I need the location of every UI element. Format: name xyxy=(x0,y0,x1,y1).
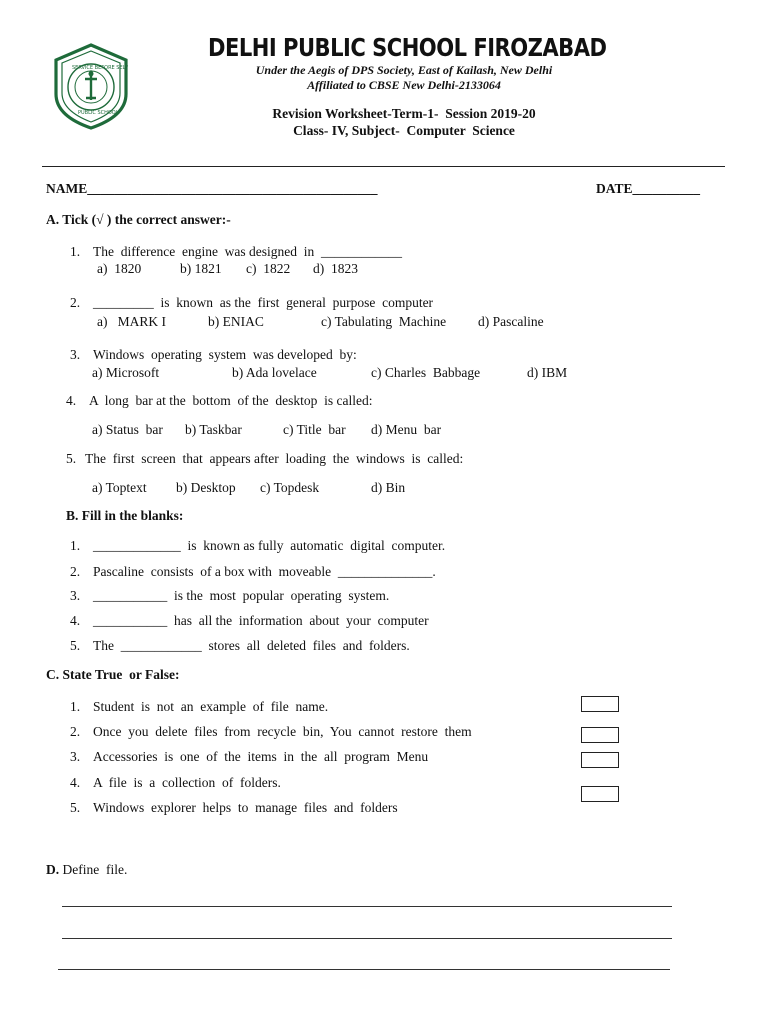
class-subject: Class- IV, Subject- Computer Science xyxy=(293,123,515,138)
fill-blank-item: _____________ is known as fully automatic digital computer. xyxy=(93,538,446,553)
question-number: 2. xyxy=(70,295,81,310)
answer-line[interactable] xyxy=(62,938,672,939)
question-text: Windows operating system was developed by: xyxy=(93,347,357,362)
header-divider xyxy=(42,166,725,167)
answer-box-1[interactable] xyxy=(581,696,619,712)
aegis-line: Under the Aegis of DPS Society, East of Kailash, New Delhi xyxy=(255,63,553,77)
list-item-number: 4. xyxy=(70,613,81,628)
true-false-statement: A file is a collection of folders. xyxy=(93,775,281,790)
option-c[interactable]: c) Tabulating Machine xyxy=(321,314,447,329)
option-b[interactable]: b) Taskbar xyxy=(185,422,242,437)
name-field[interactable]: NAME___________________________________________ xyxy=(46,181,378,196)
answer-box-2[interactable] xyxy=(581,727,619,743)
list-item-number: 1. xyxy=(70,538,81,553)
option-c[interactable]: c) Charles Babbage xyxy=(371,365,481,380)
question-text: _________ is known as the first general purpose computer xyxy=(93,295,434,310)
list-item-number: 5. xyxy=(70,638,81,653)
list-item-number: 5. xyxy=(70,800,81,815)
answer-box-4[interactable] xyxy=(581,786,619,802)
fill-blank-item: ___________ is the most popular operating system. xyxy=(93,588,390,603)
fill-blank-item: ___________ has all the information about your computer xyxy=(93,613,429,628)
true-false-statement: Windows explorer helps to manage files and folders xyxy=(93,800,398,815)
affiliation-line: Affiliated to CBSE New Delhi-2133064 xyxy=(307,78,501,92)
option-a[interactable]: a) Toptext xyxy=(92,480,147,495)
worksheet-title: Revision Worksheet-Term-1- Session 2019-20 xyxy=(272,106,536,121)
true-false-statement: Accessories is one of the items in the all program Menu xyxy=(93,749,429,764)
section-d-question: Define file. xyxy=(62,862,128,877)
logo-ring-text-top: SERVICE BEFORE SELF xyxy=(72,65,129,71)
section-d-label: D. xyxy=(46,862,60,877)
answer-line[interactable] xyxy=(62,906,672,907)
list-item-number: 2. xyxy=(70,564,81,579)
option-d[interactable]: d) Bin xyxy=(371,480,406,495)
question-number: 1. xyxy=(70,244,81,259)
list-item-number: 3. xyxy=(70,749,81,764)
option-c[interactable]: c) Topdesk xyxy=(260,480,320,495)
option-a[interactable]: a) 1820 xyxy=(97,261,142,276)
option-d[interactable]: d) Pascaline xyxy=(478,314,544,329)
option-a[interactable]: a) MARK I xyxy=(97,314,166,329)
logo-ring-text-bottom: PUBLIC SCHOOL xyxy=(78,110,119,116)
option-d[interactable]: d) Menu bar xyxy=(371,422,442,437)
option-b[interactable]: b) Desktop xyxy=(176,480,236,495)
section-b-title: B. Fill in the blanks: xyxy=(66,508,184,523)
option-b[interactable]: b) Ada lovelace xyxy=(232,365,317,380)
school-name: DELHI PUBLIC SCHOOL FIROZABAD xyxy=(208,33,607,62)
list-item-number: 3. xyxy=(70,588,81,603)
list-item-number: 2. xyxy=(70,724,81,739)
section-a-title: A. Tick (√ ) the correct answer:- xyxy=(46,212,231,227)
section-c-title: C. State True or False: xyxy=(46,667,180,682)
question-text: A long bar at the bottom of the desktop is called: xyxy=(89,393,373,408)
option-c[interactable]: c) 1822 xyxy=(246,261,291,276)
list-item-number: 1. xyxy=(70,699,81,714)
true-false-statement: Student is not an example of file name. xyxy=(93,699,329,714)
option-a[interactable]: a) Status bar xyxy=(92,422,163,437)
option-d[interactable]: d) 1823 xyxy=(313,261,358,276)
fill-blank-item: Pascaline consists of a box with moveable ______________. xyxy=(93,564,436,579)
date-field[interactable]: DATE__________ xyxy=(596,181,701,196)
question-number: 5. xyxy=(66,451,77,466)
question-number: 3. xyxy=(70,347,81,362)
option-d[interactable]: d) IBM xyxy=(527,365,568,380)
option-a[interactable]: a) Microsoft xyxy=(92,365,160,380)
question-text: The difference engine was designed in ____________ xyxy=(93,244,403,259)
option-b[interactable]: b) 1821 xyxy=(180,261,222,276)
option-b[interactable]: b) ENIAC xyxy=(208,314,264,329)
section-d-title xyxy=(46,863,127,877)
answer-line[interactable] xyxy=(58,969,670,970)
question-number: 4. xyxy=(66,393,77,408)
list-item-number: 4. xyxy=(70,775,81,790)
option-c[interactable]: c) Title bar xyxy=(283,422,346,437)
fill-blank-item: The ____________ stores all deleted files and folders. xyxy=(93,638,410,653)
true-false-statement: Once you delete files from recycle bin, You cannot restore them xyxy=(93,724,472,739)
answer-box-3[interactable] xyxy=(581,752,619,768)
question-text: The first screen that appears after loading the windows is called: xyxy=(85,451,464,466)
